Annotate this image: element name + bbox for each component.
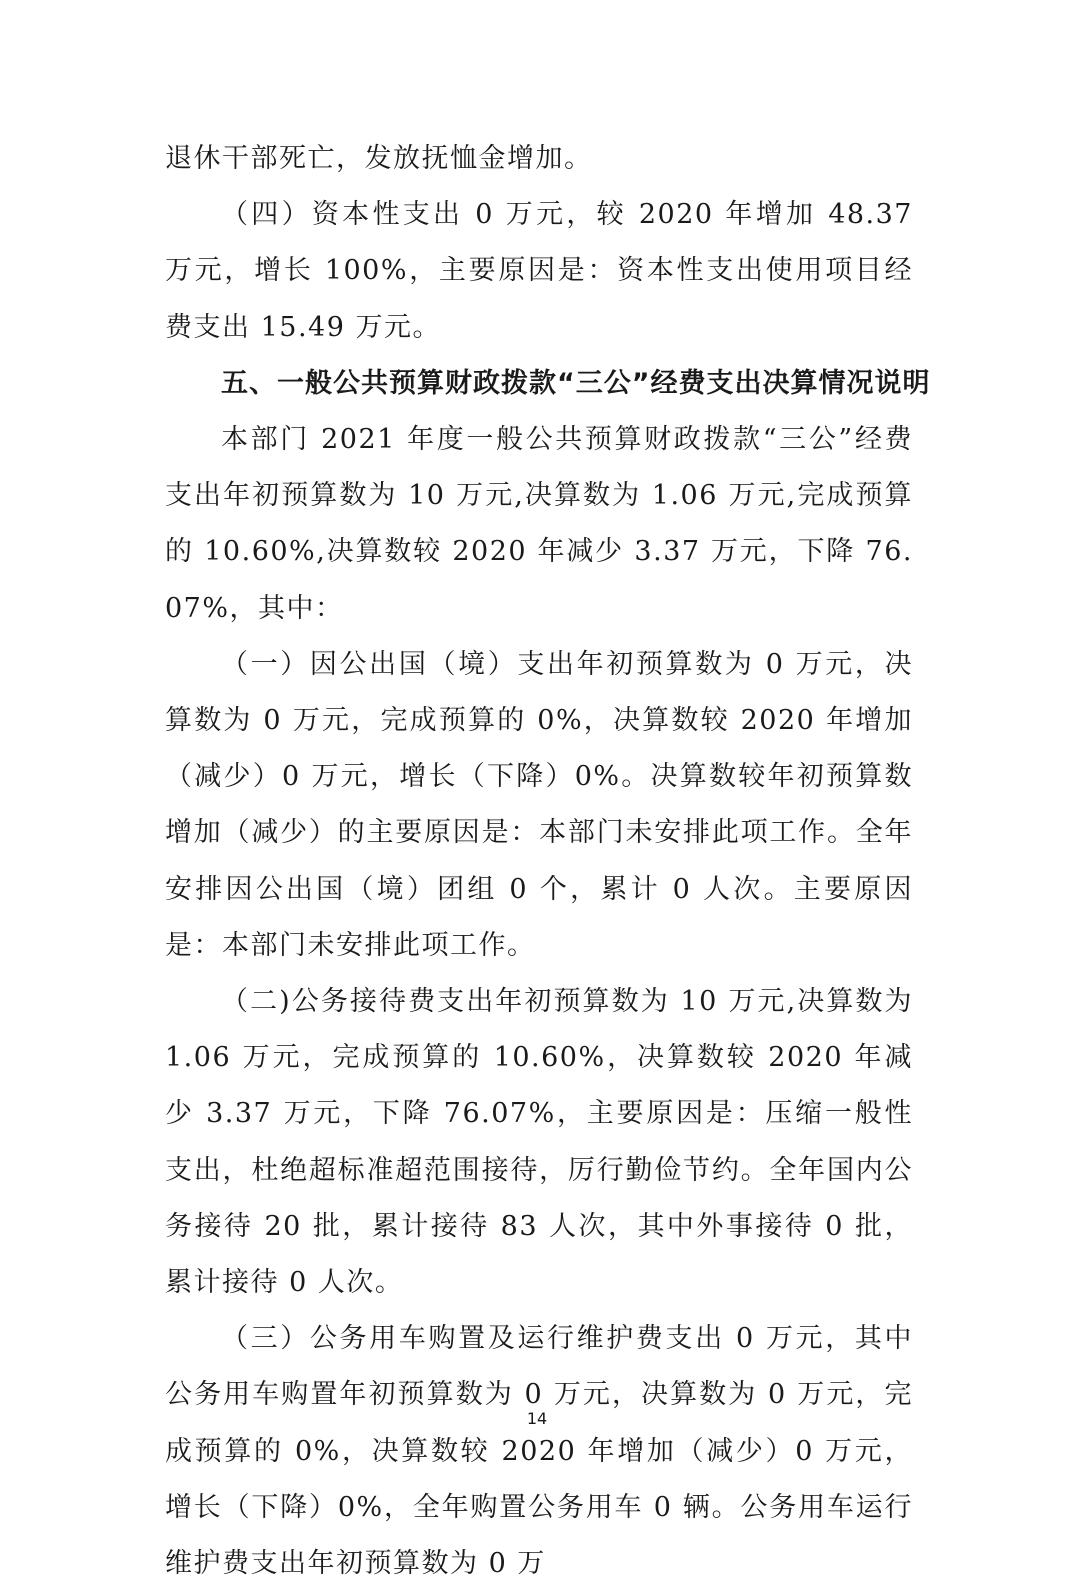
paragraph-capital-expenditure: （四）资本性支出 0 万元，较 2020 年增加 48.37 万元，增长 100%，主要原因是：资本性支出使用项目经费支出 15.49 万元。 xyxy=(165,199,913,343)
paragraph-official-reception: （二)公务接待费支出年初预算数为 10 万元,决算数为 1.06 万元，完成预算的 10.60%，决算数较 2020 年减少 3.37 万元，下降 76.07%，主要原因是：压缩一般性支出，杜绝超标准超范围接待，厉行勤俭节约。全年国内公务接待 20 批，累计接待 83 人次，其中外事接待 0 批，累计接待 0 人次。 xyxy=(165,986,913,1299)
paragraph-official-vehicles: （三）公务用车购置及运行维护费支出 0 万元，其中公务用车购置年初预算数为 0 万元，决算数为 0 万元，完成预算的 0%，决算数较 2020 年增加（减少）0 万元，增长（下降）0%，全年购置公务用车 0 辆。公务用车运行维护费支出年初预算数为 0 万 xyxy=(165,1323,913,1580)
document-body xyxy=(165,131,931,1592)
paragraph-three-public-summary: 本部门 2021 年度一般公共预算财政拨款“三公”经费支出年初预算数为 10 万元,决算数为 1.06 万元,完成预算的 10.60%,决算数较 2020 年减少 3.37 万元，下降 76.07%，其中： xyxy=(165,424,913,624)
paragraph-pension-increase: 退休干部死亡，发放抚恤金增加。 xyxy=(165,143,593,174)
page-number: 14 xyxy=(526,1409,548,1428)
paragraph-overseas-travel: （一）因公出国（境）支出年初预算数为 0 万元，决算数为 0 万元，完成预算的 0%，决算数较 2020 年增加（减少）0 万元，增长（下降）0%。决算数较年初预算数增加（减少）的主要原因是：本部门未安排此项工作。全年安排因公出国（境）团组 0 个，累计 0 人次。主要原因是：本部门未安排此项工作。 xyxy=(165,648,913,961)
section-heading-three-public-expenses: 五、一般公共预算财政拨款“三公”经费支出决算情况说明 xyxy=(221,367,931,399)
